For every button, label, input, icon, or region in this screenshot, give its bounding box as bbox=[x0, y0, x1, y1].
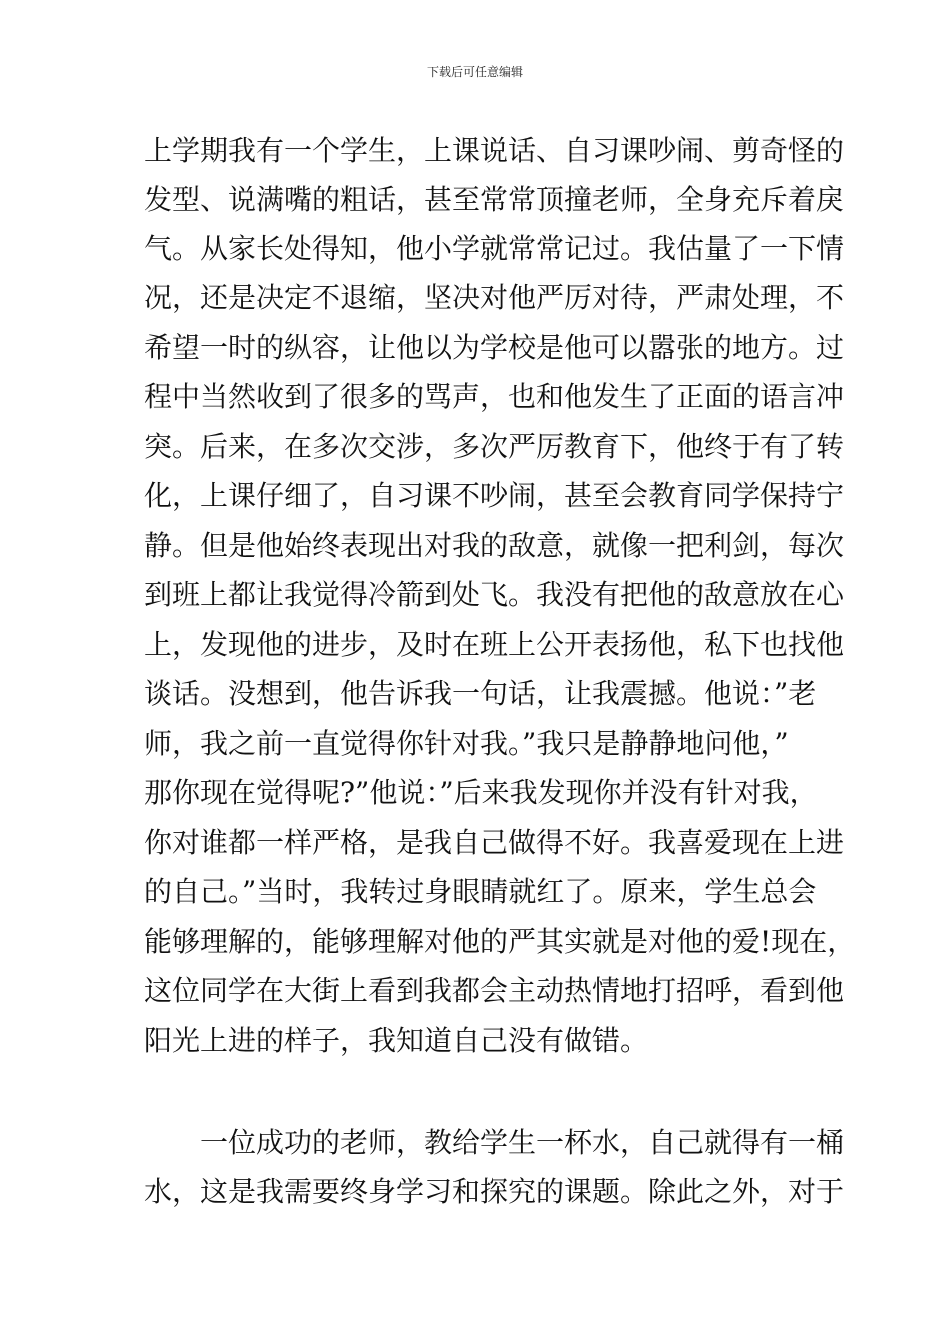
text-line: 程中当然收到了很多的骂声，也和他发生了正面的语言冲 bbox=[144, 380, 845, 413]
text-line: 况，还是决定不退缩，坚决对他严厉对待，严肃处理，不 bbox=[144, 281, 845, 314]
text-line: 那你现在觉得呢?”他说：”后来我发现你并没有针对我， bbox=[144, 776, 818, 809]
text-line: 发型、说满嘴的粗话，甚至常常顶撞老师，全身充斥着戾 bbox=[144, 183, 845, 216]
text-line: 阳光上进的样子，我知道自己没有做错。 bbox=[144, 1024, 649, 1057]
text-line: 的自己。”当时，我转过身眼睛就红了。原来，学生总会 bbox=[144, 875, 817, 908]
text-line: 这位同学在大街上看到我都会主动热情地打招呼，看到他 bbox=[144, 974, 845, 1007]
text-line: 一位成功的老师，教给学生一杯水，自己就得有一桶 bbox=[200, 1126, 845, 1159]
text-line: 能够理解的，能够理解对他的严其实就是对他的爱!现在， bbox=[144, 925, 856, 958]
text-line: 突。后来，在多次交涉，多次严厉教育下，他终于有了转 bbox=[144, 430, 845, 463]
page-header: 下载后可任意编辑 bbox=[426, 65, 523, 79]
text-line: 水，这是我需要终身学习和探究的课题。除此之外，对于 bbox=[144, 1175, 845, 1208]
text-line: 气。从家长处得知，他小学就常常记过。我估量了一下情 bbox=[144, 232, 845, 265]
text-line: 希望一时的纵容，让他以为学校是他可以嚣张的地方。过 bbox=[144, 331, 845, 364]
text-line: 你对谁都一样严格，是我自己做得不好。我喜爱现在上进 bbox=[144, 826, 845, 859]
text-line: 上学期我有一个学生，上课说话、自习课吵闹、剪奇怪的 bbox=[144, 134, 845, 167]
text-line: 静。但是他始终表现出对我的敌意，就像一把利剑，每次 bbox=[144, 529, 845, 562]
text-line: 到班上都让我觉得冷箭到处飞。我没有把他的敌意放在心 bbox=[144, 578, 845, 611]
text-line: 谈话。没想到，他告诉我一句话，让我震撼。他说：”老 bbox=[144, 677, 817, 710]
text-line: 师，我之前一直觉得你针对我。”我只是静静地问他，” bbox=[144, 727, 789, 760]
text-line: 化，上课仔细了，自习课不吵闹，甚至会教育同学保持宁 bbox=[144, 479, 845, 512]
text-line: 上，发现他的进步，及时在班上公开表扬他，私下也找他 bbox=[144, 628, 845, 661]
